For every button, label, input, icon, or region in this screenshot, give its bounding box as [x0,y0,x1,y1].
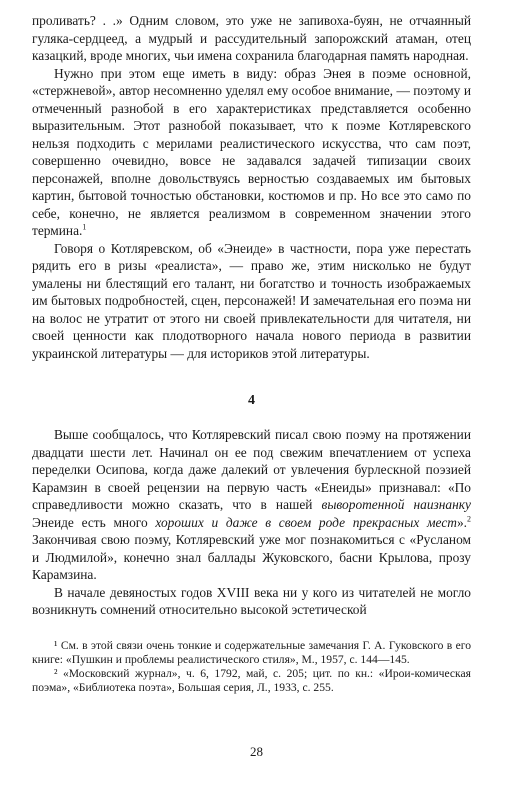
footnote-1: ¹ См. в этой связи очень тонкие и содержательные замечания Г. А. Гуковского в его книге: «Пушкин и проблемы реалистического стиля», М., 1957, с. 144—145. [32,638,471,666]
footnote-ref: 1 [82,222,87,232]
text-run: Нужно при этом еще иметь в виду: образ Энея в поэме основной, «стержневой», автор несомненно уделял ему особое внимание, — поэтому и отмеченный разнобой в его характеристиках представляется особенно выразительным. Этот разнобой показывает, что к поэме Котляревского нельзя подходить с мерилами реалистического искусства, что сам поэт, совершенно очевидно, вовсе не задавался задачей типизации своих персонажей, вполне довольствуясь верностью создаваемых им бытовых картин, бытовой точностью обстановки, костюмов и пр. Но все это само по себе, конечно, не является реализмом в современном значении этого термина. [32,65,471,238]
footnotes [32,639,471,696]
italic-run: выворотенной наизнанку [321,497,471,512]
text-run: Закончивая свою поэму, Котляревский уже мог познакомиться с «Русланом и Людмилой», конечно знал баллады Жуковского, басни Крылова, прозу Карамзина. [32,532,471,582]
paragraph-p4 [32,426,471,584]
text-block-after-section [32,426,471,619]
footnote-ref: 2 [466,514,471,524]
text-run: Энеиде есть много [32,514,156,530]
text-block-before-section [32,12,471,362]
paragraph-p1 [32,12,471,65]
page-number: 28 [250,744,263,759]
paragraph-p2 [32,65,471,240]
paragraph-p3 [32,240,471,363]
section-number: 4 [248,393,255,408]
italic-run: хороших и даже в своем роде прекрасных мест [155,514,457,530]
text-run: Выше сообщалось, что Котляревский писал свою поэму на протяжении двадцати шести лет. Начинал он ее под свежим впечатлением от успеха переделки Осипова, когда даже далекий от увлечения бурлескной поэзией Карамзин в своей рецензии на первую часть «Енеиды» признавал: «По справедливости можно сказать, что в нашей [32,427,471,512]
paragraph-p5 [32,584,471,619]
text-run: В начале девяностых годов XVIII века ни у кого из читателей не могло возникнуть сомнений относительно высокой эстетической [32,584,471,617]
page-body [32,12,471,695]
text-run: проливать? . .» Одним словом, это уже не запивоха-буян, не отчаянный гуляка-сердцеед, а мудрый и рассудительный запорожский атаман, отец казацкий, вроде многих, чьи имена сохранила благодарная память народная. [32,13,471,63]
footnote-2: ² «Московский журнал», ч. 6, 1792, май, с. 205; цит. по кн.: «Ирои-комическая поэма», «Библиотека поэта», Большая серия, Л., 1933, с. 255. [32,666,471,695]
text-run: Говоря о Котляревском, об «Энеиде» в частности, пора уже перестать рядить его в ризы «реалиста», — право же, этим нисколько не будут умалены ни блестящий его талант, ни богатство и точность изображаемых им бытовых подробностей, сцен, персонажей! И замечательная его поэма ни на волос не утратит от этого ни своей привлекательности для читателя, ни своей ценности как плодотворного начала нового периода в развитии украинской литературы — для историков этой литературы. [32,240,471,361]
text-run: ». [456,514,467,530]
